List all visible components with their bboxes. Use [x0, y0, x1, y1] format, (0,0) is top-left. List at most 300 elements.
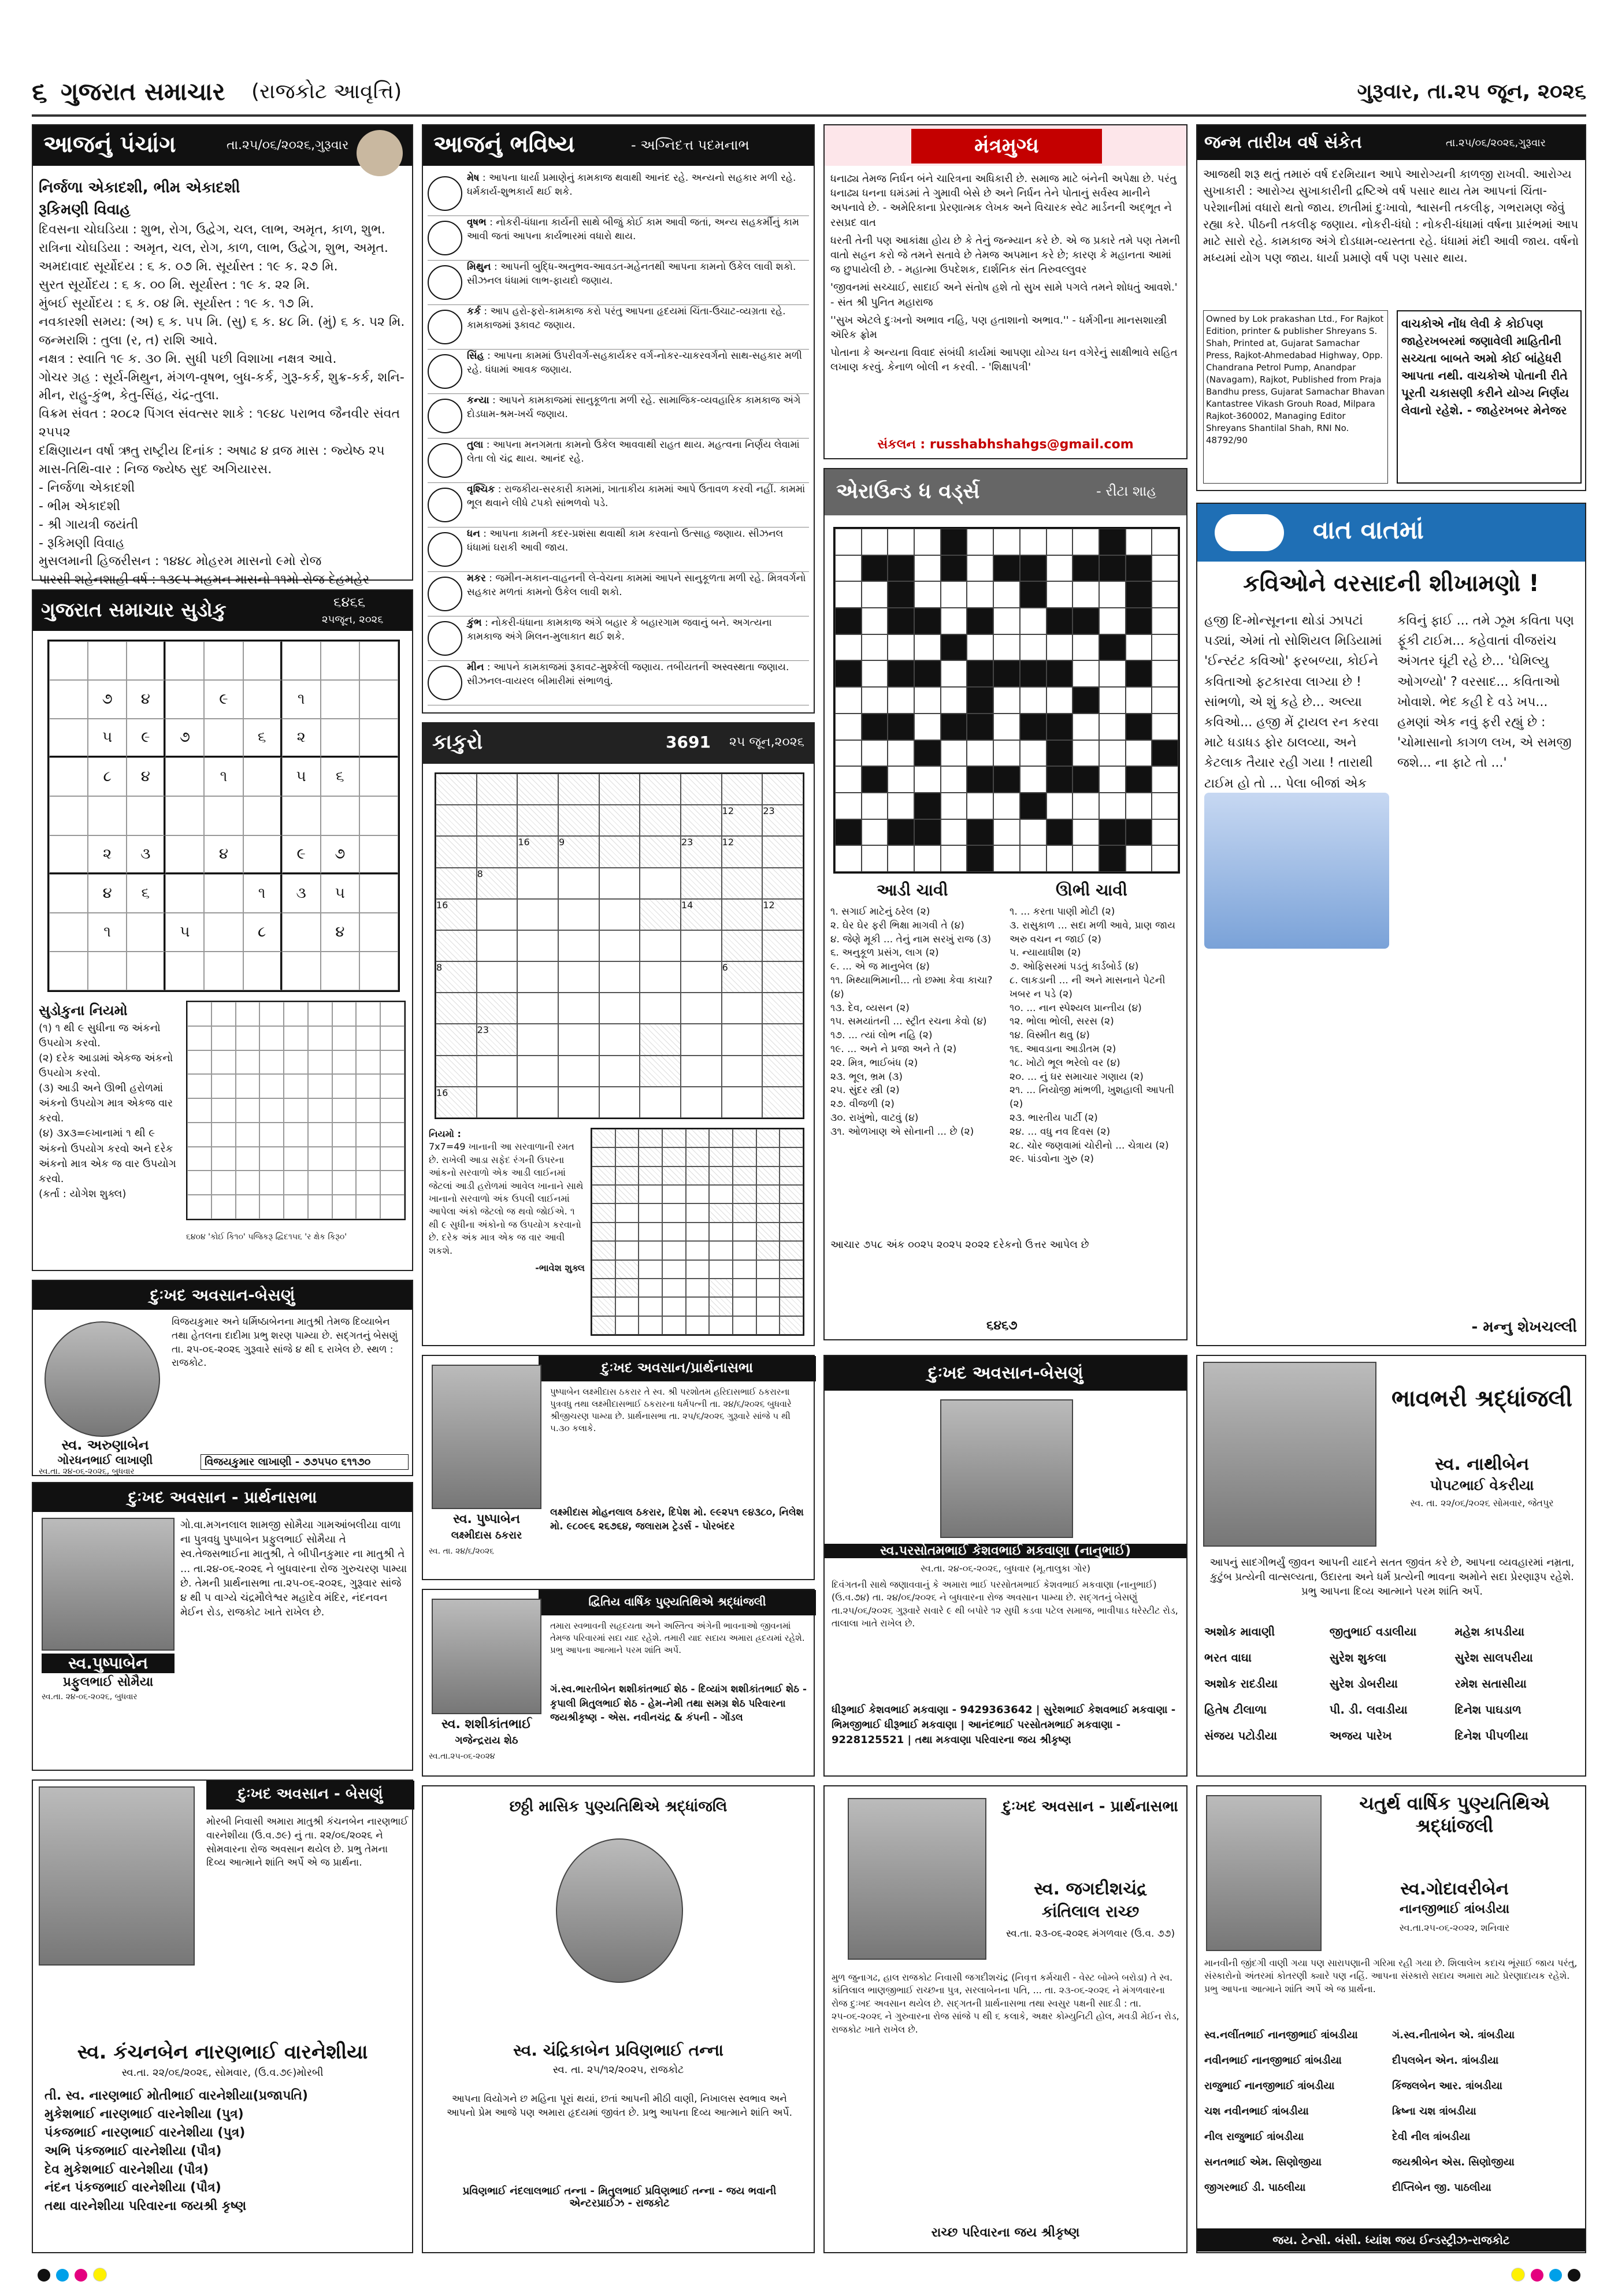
sudoku-cell[interactable]: ૪: [204, 835, 243, 874]
zodiac-icon: [428, 621, 462, 656]
kakuro-cell[interactable]: [599, 961, 640, 993]
ubhi-clue: ૧૨. ભોલા ભોલી, સરસ (૨): [1010, 1016, 1114, 1028]
sudoku-cell[interactable]: [359, 680, 398, 719]
crossword-cell[interactable]: [888, 634, 914, 661]
crossword-cell[interactable]: [1020, 766, 1046, 793]
kakuro-cell[interactable]: [722, 993, 763, 1024]
kakuro-answer-cell: [733, 1203, 756, 1222]
sudoku-cell[interactable]: ૨: [88, 835, 127, 874]
sudoku-cell[interactable]: [282, 796, 321, 835]
crossword-cell[interactable]: [862, 740, 888, 767]
crossword-cell[interactable]: [835, 766, 862, 793]
sudoku-cell[interactable]: [127, 952, 165, 990]
sudoku-answer-cell: [380, 1098, 404, 1123]
sudoku-cell[interactable]: [321, 641, 359, 680]
crossword-cell[interactable]: [1046, 687, 1073, 714]
crossword-cell[interactable]: [835, 529, 862, 555]
zodiac-icon: [428, 354, 462, 389]
sudoku-cell[interactable]: [49, 757, 88, 796]
sudoku-cell[interactable]: [204, 641, 243, 680]
crossword-cell[interactable]: [835, 581, 862, 608]
kakuro-cell[interactable]: [517, 1056, 558, 1087]
sudoku-answer-cell: [380, 1195, 404, 1219]
sudoku-cell[interactable]: [282, 641, 321, 680]
crossword-cell[interactable]: [1152, 660, 1178, 687]
sudoku-cell[interactable]: ૬: [127, 874, 165, 913]
kakuro-cell[interactable]: [517, 930, 558, 961]
aadi-clue: ૧૭. ... ત્યાં લોભ નહિ (૨): [830, 1030, 933, 1042]
sudoku-cell[interactable]: ૯: [127, 719, 165, 757]
crossword-cell[interactable]: [914, 845, 941, 872]
panchang-line: નવકારશી સમય: (અ) ૬ ક. ૫૫ મિ. (સુ) ૬ ક. ૪૮ મિ. (મું) ૬ ક. ૫૨ મિ.: [39, 314, 405, 329]
kakuro-answer-cell: [639, 1279, 662, 1297]
sudoku-cell[interactable]: [127, 641, 165, 680]
crossword-cell[interactable]: [1073, 714, 1099, 740]
crossword-cell[interactable]: [941, 819, 967, 846]
sudoku-cell[interactable]: [204, 719, 243, 757]
crossword-cell[interactable]: [941, 793, 967, 819]
paper-name: ગુજરાત સમાચાર: [61, 77, 225, 106]
crossword-cell[interactable]: [1046, 793, 1073, 819]
kakuro-cell[interactable]: [681, 930, 722, 961]
crossword-cell[interactable]: [1073, 529, 1099, 555]
crossword-cell[interactable]: [835, 687, 862, 714]
kakuro-cell[interactable]: [640, 930, 681, 961]
sudoku-cell[interactable]: ૧: [243, 874, 282, 913]
crossword-cell[interactable]: [993, 634, 1020, 661]
crossword-cell[interactable]: [1126, 845, 1152, 872]
crossword-cell[interactable]: [914, 687, 941, 714]
crossword-cell[interactable]: [1152, 555, 1178, 582]
crossword-cell[interactable]: [888, 845, 914, 872]
sudoku-cell[interactable]: ૧: [282, 680, 321, 719]
crossword-cell[interactable]: [1099, 793, 1126, 819]
sudoku-cell[interactable]: [165, 952, 204, 990]
crossword-cell[interactable]: [862, 634, 888, 661]
sudoku-cell[interactable]: ૮: [243, 913, 282, 952]
crossword-cell[interactable]: [993, 608, 1020, 634]
sudoku-cell[interactable]: ૪: [127, 757, 165, 796]
kakuro-answer-cell: [709, 1129, 733, 1147]
sudoku-cell[interactable]: [165, 757, 204, 796]
ubhi-clue: ૨૪. ... વધુ નવ દિવસ (૨): [1010, 1125, 1111, 1138]
sudoku-cell[interactable]: [321, 796, 359, 835]
kakuro-cell[interactable]: [722, 1024, 763, 1055]
sudoku-cell[interactable]: ૫: [282, 757, 321, 796]
crossword-cell[interactable]: [941, 845, 967, 872]
crossword-cell[interactable]: [888, 793, 914, 819]
kakuro-cell[interactable]: [640, 868, 681, 899]
crossword-cell[interactable]: [1099, 687, 1126, 714]
kakuro-blank: [436, 774, 477, 805]
crossword-cell[interactable]: [1073, 845, 1099, 872]
crossword-cell[interactable]: [967, 634, 993, 661]
relative-name: ગં.સ્વ.નીતાબેન એ. ત્રાંબડીયા: [1392, 2029, 1515, 2041]
crossword-black-cell: [1099, 845, 1126, 872]
sudoku-cell[interactable]: [204, 952, 243, 990]
crossword-cell[interactable]: [1099, 714, 1126, 740]
crossword-cell[interactable]: [993, 793, 1020, 819]
kakuro-answer-cell: [592, 1166, 615, 1185]
crossword-cell[interactable]: [967, 581, 993, 608]
kakuro-cell[interactable]: [681, 993, 722, 1024]
crossword-cell[interactable]: [941, 660, 967, 687]
sudoku-cell[interactable]: [359, 757, 398, 796]
kakuro-cell[interactable]: [477, 899, 518, 930]
panchang-line: - નિર્જળા એકાદશી: [39, 480, 135, 495]
crossword-cell[interactable]: [941, 581, 967, 608]
kakuro-answer: [591, 1128, 804, 1336]
sudoku-cell[interactable]: [49, 796, 88, 835]
crossword-cell[interactable]: [1020, 608, 1046, 634]
kakuro-cell[interactable]: [681, 961, 722, 993]
crossword-cell[interactable]: [967, 529, 993, 555]
sudoku-cell[interactable]: [359, 835, 398, 874]
sudoku-cell[interactable]: ૨: [282, 719, 321, 757]
crossword-cell[interactable]: [888, 687, 914, 714]
crossword-cell[interactable]: [862, 793, 888, 819]
crossword-black-cell: [862, 555, 888, 582]
crossword-cell[interactable]: [1073, 740, 1099, 767]
kakuro-answer-cell: [780, 1279, 803, 1297]
crossword-cell[interactable]: [1152, 819, 1178, 846]
sudoku-cell[interactable]: [204, 913, 243, 952]
crossword-cell[interactable]: [1099, 660, 1126, 687]
kakuro-cell[interactable]: [681, 1056, 722, 1087]
sudoku-cell[interactable]: ૯: [282, 835, 321, 874]
crossword-cell[interactable]: [835, 634, 862, 661]
crossword-cell[interactable]: [1020, 529, 1046, 555]
crossword-cell[interactable]: [1126, 793, 1152, 819]
sudoku-cell[interactable]: [49, 952, 88, 990]
sudoku-cell[interactable]: [127, 913, 165, 952]
kakuro-blank: [640, 1056, 681, 1087]
relative-name: દેવી નીલ ત્રાંબડીયા: [1392, 2131, 1471, 2143]
crossword-cell[interactable]: [1046, 555, 1073, 582]
zodiac-icon: [428, 443, 462, 478]
sudoku-answer-cell: [308, 1147, 332, 1171]
crossword-cell[interactable]: [862, 660, 888, 687]
kakuro-cell[interactable]: [558, 961, 599, 993]
sudoku-cell[interactable]: ૭: [88, 680, 127, 719]
sudoku-cell[interactable]: [282, 913, 321, 952]
sudoku-answer-cell: [332, 1074, 357, 1098]
crossword-cell[interactable]: [1073, 634, 1099, 661]
relative-name: રમેશ સતાસીયા: [1454, 1677, 1527, 1691]
crossword-cell[interactable]: [888, 529, 914, 555]
rashi-name: વૃશ્ચિક: [467, 484, 495, 495]
crossword-cell[interactable]: [993, 714, 1020, 740]
crossword-cell[interactable]: [941, 766, 967, 793]
crossword-cell[interactable]: [1073, 660, 1099, 687]
sudoku-answer-cell: [211, 1171, 236, 1195]
aadi-clue: ૨૨. મિત્ર, ભાઈબંધ (૨): [830, 1057, 918, 1069]
sudoku-cell[interactable]: [165, 835, 204, 874]
kakuro-cell[interactable]: [558, 930, 599, 961]
crossword-cell[interactable]: [1152, 845, 1178, 872]
kakuro-blank: [762, 1056, 803, 1087]
crossword-cell[interactable]: [862, 687, 888, 714]
crossword-cell[interactable]: [914, 529, 941, 555]
kakuro-cell[interactable]: [517, 1024, 558, 1055]
kakuro-cell[interactable]: [599, 930, 640, 961]
rashi-text: જમીન-મકાન-વાહનની લે-વેચના કામમાં આપને સાનુકૂળતા મળી રહે. મિત્રવર્ગનો સહકાર મળતાં કામનો ઉકેલ લાવી શકો.: [467, 573, 806, 598]
panchang-line: દિવસના ચોઘડિયા : શુભ, રોગ, ઉદ્વેગ, ચલ, લાભ, અમૃત, કાળ, શુભ.: [39, 222, 385, 237]
sudoku-cell[interactable]: ૯: [204, 680, 243, 719]
crossword-cell[interactable]: [993, 529, 1020, 555]
kakuro-cell[interactable]: [517, 899, 558, 930]
kakuro-cell[interactable]: [558, 899, 599, 930]
sudoku-cell[interactable]: ૪: [127, 680, 165, 719]
kakuro-cell[interactable]: [722, 1087, 763, 1118]
sudoku-cell[interactable]: [243, 757, 282, 796]
sudoku-cell[interactable]: [243, 952, 282, 990]
kakuro-blank: [517, 774, 558, 805]
sudoku-cell[interactable]: [359, 796, 398, 835]
sudoku-cell[interactable]: [359, 719, 398, 757]
crossword-cell[interactable]: [862, 581, 888, 608]
crossword-cell[interactable]: [1126, 740, 1152, 767]
kakuro-cell[interactable]: [517, 993, 558, 1024]
crossword-cell[interactable]: [1099, 581, 1126, 608]
kakuro-answer-cell: [639, 1260, 662, 1279]
relative-name: મહેશ કાપડીયા: [1454, 1625, 1525, 1639]
bhavishya-panel: [422, 124, 815, 714]
sudoku-cell[interactable]: [204, 796, 243, 835]
cloud-illustration: [1204, 793, 1389, 949]
zodiac-icon: [428, 577, 462, 611]
crossword-cell[interactable]: [1152, 687, 1178, 714]
crossword-cell[interactable]: [1046, 845, 1073, 872]
kakuro-answer-cell: [615, 1223, 639, 1241]
sudoku-cell[interactable]: ૪: [321, 913, 359, 952]
kakuro-answer-cell: [639, 1223, 662, 1241]
sudoku-cell[interactable]: [243, 835, 282, 874]
crossword-cell[interactable]: [1099, 608, 1126, 634]
crossword-cell[interactable]: [1020, 740, 1046, 767]
crossword-cell[interactable]: [1126, 529, 1152, 555]
crossword-cell[interactable]: [967, 793, 993, 819]
kakuro-cell[interactable]: [558, 1024, 599, 1055]
sudoku-cell[interactable]: [359, 641, 398, 680]
sudoku-answer-cell: [380, 1123, 404, 1147]
kakuro-cell[interactable]: [722, 1056, 763, 1087]
crossword-cell[interactable]: [1099, 740, 1126, 767]
kakuro-cell[interactable]: [599, 1087, 640, 1118]
sudoku-cell[interactable]: ૫: [165, 913, 204, 952]
crossword-cell[interactable]: [1126, 634, 1152, 661]
obit-photo: [848, 1798, 986, 1960]
vaat-author: - મન્નુ શેખચલ્લી: [1471, 1318, 1577, 1336]
relative-name: અશોક રાદડીયા: [1204, 1677, 1278, 1691]
sudoku-cell[interactable]: [127, 796, 165, 835]
crossword-black-cell: [862, 766, 888, 793]
crossword-cell[interactable]: [1020, 687, 1046, 714]
sudoku-cell[interactable]: ૩: [282, 874, 321, 913]
kakuro-cell[interactable]: [477, 1087, 518, 1118]
sudoku-cell[interactable]: ૬: [243, 719, 282, 757]
crossword-cell[interactable]: [862, 529, 888, 555]
crossword-cell[interactable]: [967, 555, 993, 582]
sudoku-cell[interactable]: [49, 641, 88, 680]
sudoku-cell[interactable]: ૮: [88, 757, 127, 796]
crossword-cell[interactable]: [941, 608, 967, 634]
sudoku-cell[interactable]: ૭: [321, 835, 359, 874]
kakuro-cell[interactable]: [599, 1024, 640, 1055]
sudoku-answer-cell: [332, 1026, 357, 1050]
sudoku-answer-cell: [356, 1147, 380, 1171]
sudoku-cell[interactable]: [359, 874, 398, 913]
sudoku-cell[interactable]: [49, 874, 88, 913]
kakuro-cell[interactable]: [640, 993, 681, 1024]
sudoku-cell[interactable]: ૧: [204, 757, 243, 796]
sudoku-cell[interactable]: [359, 913, 398, 952]
crossword-cell[interactable]: [1152, 581, 1178, 608]
crossword-cell[interactable]: [993, 740, 1020, 767]
kakuro-cell[interactable]: [517, 868, 558, 899]
kakuro-cell[interactable]: [517, 1087, 558, 1118]
crossword-cell[interactable]: [835, 793, 862, 819]
quote: 'જીવનમાં સચ્ચાઈ, સાદાઈ અને સંતોષ હશે તો સુખ સામે પગલે તમને શોધતું આવશે.' - સંત શ્રી પુનિત મહારાજ: [830, 281, 1178, 309]
relative-name: નંદન પંકજભાઈ વારનેશીયા (પૌત્ર): [44, 2180, 221, 2195]
crossword-cell[interactable]: [1152, 793, 1178, 819]
sudoku-cell[interactable]: [321, 952, 359, 990]
sudoku-cell[interactable]: [204, 874, 243, 913]
ubhi-clue: ૧૮. ખોટો ભૂલ ભરેલો વર (૪): [1010, 1057, 1120, 1069]
sudoku-cell[interactable]: ૪: [88, 874, 127, 913]
kakuro-cell[interactable]: [681, 1087, 722, 1118]
kakuro-cell[interactable]: [599, 899, 640, 930]
crossword-cell[interactable]: [914, 714, 941, 740]
sudoku-cell[interactable]: [88, 952, 127, 990]
crossword-cell[interactable]: [941, 687, 967, 714]
sudoku-cell[interactable]: [165, 680, 204, 719]
crossword-cell[interactable]: [941, 740, 967, 767]
crossword-cell[interactable]: [1020, 819, 1046, 846]
sudoku-cell[interactable]: [165, 796, 204, 835]
kakuro-cell[interactable]: [517, 961, 558, 993]
crossword-cell[interactable]: [1046, 529, 1073, 555]
crossword-black-cell: [1126, 766, 1152, 793]
kakuro-cell[interactable]: [558, 1056, 599, 1087]
obit-photo: [940, 1399, 1073, 1538]
crossword-cell[interactable]: [862, 819, 888, 846]
crossword-cell[interactable]: [835, 845, 862, 872]
sudoku-cell[interactable]: [49, 719, 88, 757]
crossword-cell[interactable]: [862, 608, 888, 634]
crossword-black-cell: [967, 845, 993, 872]
crossword-cell[interactable]: [835, 555, 862, 582]
kakuro-cell[interactable]: [558, 993, 599, 1024]
crossword-black-cell: [941, 529, 967, 555]
sudoku-cell[interactable]: [49, 835, 88, 874]
sudoku-answer-cell: [236, 1171, 260, 1195]
panchang-line: જન્મરાશિ : તુલા (ર, ત) રાશિ આવે.: [39, 333, 218, 348]
crossword-cell[interactable]: [888, 766, 914, 793]
kakuro-cell[interactable]: [558, 868, 599, 899]
crossword-cell[interactable]: [1046, 634, 1073, 661]
sudoku-cell[interactable]: [49, 680, 88, 719]
sudoku-cell[interactable]: [165, 874, 204, 913]
sudoku-cell[interactable]: [88, 796, 127, 835]
sudoku-cell[interactable]: [282, 952, 321, 990]
sudoku-cell[interactable]: [243, 641, 282, 680]
crossword-cell[interactable]: [993, 845, 1020, 872]
crossword-cell[interactable]: [1099, 766, 1126, 793]
crossword-cell[interactable]: [914, 581, 941, 608]
sudoku-answer-cell: [211, 1123, 236, 1147]
crossword-cell[interactable]: [1126, 687, 1152, 714]
sudoku-answer-cell: [187, 1147, 211, 1171]
crossword-cell[interactable]: [1152, 714, 1178, 740]
kakuro-cell[interactable]: [640, 1087, 681, 1118]
crossword-cell[interactable]: [993, 687, 1020, 714]
sudoku-cell[interactable]: [49, 913, 88, 952]
kakuro-cell[interactable]: [599, 868, 640, 899]
sudoku-cell[interactable]: [243, 796, 282, 835]
crossword-cell[interactable]: [862, 845, 888, 872]
sudoku-cell[interactable]: [359, 952, 398, 990]
kakuro-cell[interactable]: [599, 1056, 640, 1087]
sudoku-cell[interactable]: ૩: [127, 835, 165, 874]
kakuro-cell[interactable]: [477, 1056, 518, 1087]
sudoku-cell[interactable]: ૭: [165, 719, 204, 757]
obit-photo: [1206, 1795, 1322, 1951]
crossword-cell[interactable]: [1152, 608, 1178, 634]
sudoku-cell[interactable]: ૫: [321, 874, 359, 913]
crossword-cell[interactable]: [888, 740, 914, 767]
kakuro-blank: [762, 836, 803, 867]
crossword-cell[interactable]: [1073, 819, 1099, 846]
sudoku-cell[interactable]: ૧: [88, 913, 127, 952]
edition: (રાજકોટ આવૃત્તિ): [251, 80, 402, 103]
kakuro-cell[interactable]: [640, 961, 681, 993]
kakuro-blank: [762, 774, 803, 805]
crossword-cell[interactable]: [914, 555, 941, 582]
crossword-cell[interactable]: [1073, 581, 1099, 608]
crossword-cell[interactable]: [967, 740, 993, 767]
crossword-cell[interactable]: [1152, 634, 1178, 661]
kakuro-answer-cell: [780, 1260, 803, 1279]
crossword-cell[interactable]: [1073, 793, 1099, 819]
sudoku-cell[interactable]: [321, 719, 359, 757]
sudoku-cell[interactable]: [88, 641, 127, 680]
kakuro-cell[interactable]: [681, 1024, 722, 1055]
crossword-cell[interactable]: [1046, 581, 1073, 608]
crossword-cell[interactable]: [993, 819, 1020, 846]
sudoku-cell[interactable]: [165, 641, 204, 680]
crossword-cell[interactable]: [1020, 845, 1046, 872]
crossword-cell[interactable]: [1020, 634, 1046, 661]
sudoku-cell[interactable]: ૫: [88, 719, 127, 757]
sudoku-cell[interactable]: [321, 680, 359, 719]
sudoku-cell[interactable]: ૬: [321, 757, 359, 796]
kakuro-cell[interactable]: [477, 930, 518, 961]
ubhi-title: ઊભી ચાવી: [1056, 880, 1127, 900]
crossword-cell[interactable]: [1152, 529, 1178, 555]
obit-name: સ્વ. કંચનબેન નારણભાઈ વારનેશીયા: [77, 2041, 368, 2064]
sudoku-cell[interactable]: [243, 680, 282, 719]
crossword-cell[interactable]: [835, 714, 862, 740]
crossword-cell[interactable]: [914, 634, 941, 661]
crossword-cell[interactable]: [1152, 766, 1178, 793]
crossword-cell[interactable]: [835, 740, 862, 767]
kakuro-cell[interactable]: [599, 993, 640, 1024]
kakuro-cell[interactable]: [558, 1087, 599, 1118]
kakuro-cell[interactable]: [477, 961, 518, 993]
crossword-cell[interactable]: [914, 766, 941, 793]
crossword-cell[interactable]: [993, 581, 1020, 608]
